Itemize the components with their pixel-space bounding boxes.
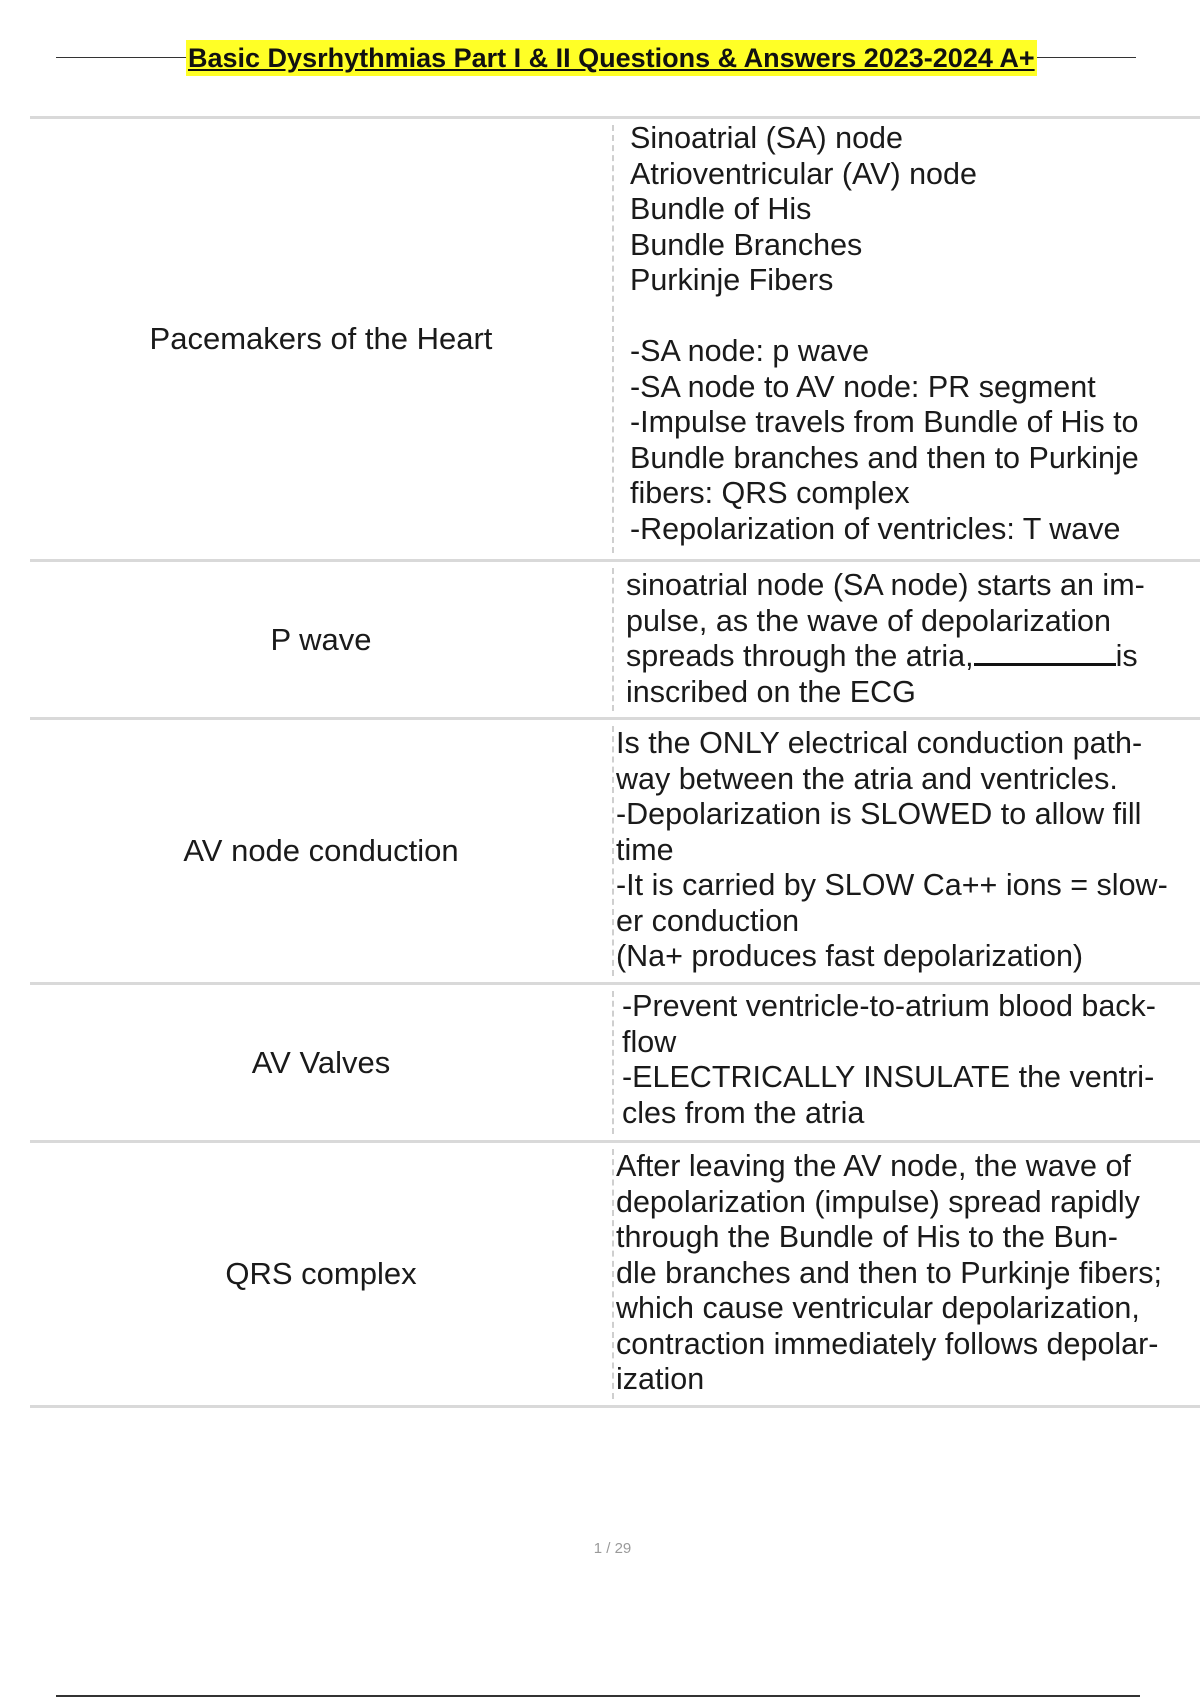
document-title: Basic Dysrhythmias Part I & II Questions & Answers 2023-2024 A+ [186,40,1037,76]
row-definition-text: -Prevent ventricle-to-atrium blood back- flow -ELECTRICALLY INSULATE the ventri- cles from the atria [622,989,1156,1130]
footer-rule [56,1695,1140,1697]
row-definition [612,726,1200,976]
row-definition-text: Sinoatrial (SA) node Atrioventricular (AV) node Bundle of His Bundle Branches Purkinje Fibers -SA node: p wave -SA node to AV node: PR segment -Impulse travels from Bundle of His to Bundle branches and then to Purkinje fibers: QRS complex -Repolarization of ventricles: T wave [630,121,1139,546]
table-row [30,1140,1200,1408]
row-definition-text [626,568,1200,710]
row-definition [612,121,1200,553]
row-term: P wave [270,621,372,657]
row-term: Pacemakers of the Heart [149,321,493,356]
row-term: AV node conduction [183,833,459,868]
table-row [30,116,1200,559]
row-term: QRS complex [225,1256,417,1291]
row-term: AV Valves [251,1044,391,1080]
table-row [30,982,1200,1140]
definition-part: sinoatrial node (SA node) starts an im- pulse, as the wave of depolarization spreads through the atria, [626,568,1145,673]
qa-table [30,116,1200,1408]
table-row [30,559,1200,717]
fill-in-blank [974,662,1116,666]
definition-part: is inscribed on the ECG [626,639,1138,709]
row-definition [612,991,1200,1134]
row-definition-text: After leaving the AV node, the wave of depolarization (impulse) spread rapidly through the Bundle of His to the Bun- dle branches and then to Purkinje fibers; which cause ventricular depolarization, contraction immediately follows depolar- ization [616,1149,1162,1396]
page-number: 1 / 29 [593,1540,632,1557]
row-definition [612,1149,1200,1399]
row-definition-text: Is the ONLY electrical conduction path- way between the atria and ventricles. -Depolarization is SLOWED to allow fill time -It is carried by SLOW Ca++ ions = slow- er conduction (Na+ produces fast depolarization) [616,726,1168,973]
table-row [30,717,1200,982]
row-definition [612,568,1200,711]
